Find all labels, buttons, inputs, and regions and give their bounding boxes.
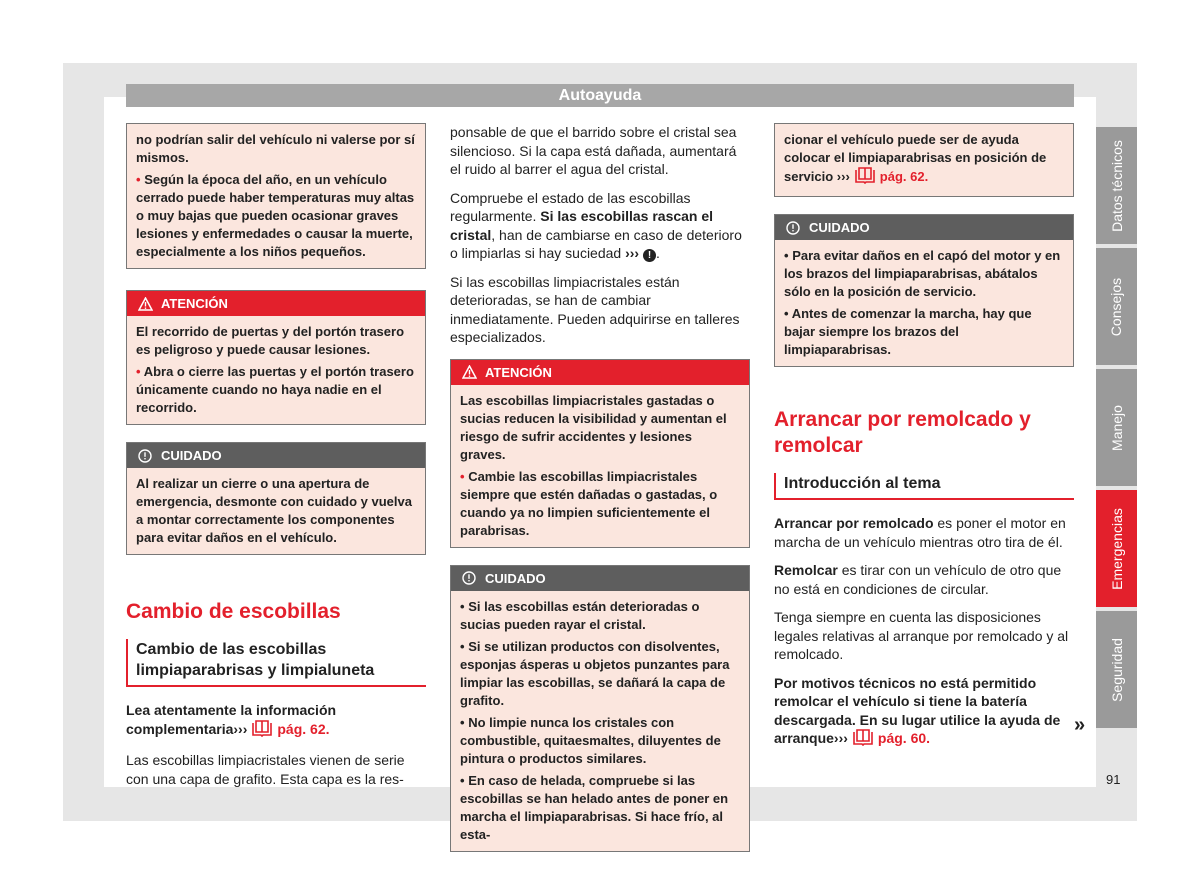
bullet-icon: • [136,172,141,187]
page-reference-link[interactable]: pág. 62. [879,169,929,184]
section-escobillas [126,599,426,788]
tab-manejo[interactable]: Manejo [1096,369,1137,486]
chevrons-icon: ››› [836,169,850,184]
column-2 [450,123,750,852]
page-number: 91 [1106,772,1121,787]
cuidado-bar [127,443,425,468]
section-title: Cambio de escobillas [126,600,341,623]
cuidado-bar [775,215,1073,240]
bullet-icon: • [136,364,141,379]
cuidado-box [774,214,1074,367]
atencion-label: ATENCIÓN [161,296,228,311]
section-remolcado [774,407,1074,751]
atencion-label: ATENCIÓN [485,364,552,380]
atencion-box [126,290,426,425]
paragraph: Las escobillas limpiacristales vienen de serie con una capa de grafito. Esta capa es la res- [126,752,405,787]
chevrons-icon: ››› [833,730,848,746]
box-text: • Cambie las escobillas limpiacristales siempre que estén dañadas o gastadas, o cuando ya no limpien suficientemente el parabrisas. [460,468,718,538]
warning-continuation-box [126,123,426,269]
cuidado-label: CUIDADO [809,220,870,235]
attention-circle-icon: ! [643,249,656,262]
cuidado-label: CUIDADO [485,570,546,586]
atencion-box [450,359,750,548]
box-text: • Si las escobillas están deterioradas o sucias pueden rayar el cristal. [460,598,700,632]
box-text: Las escobillas limpiacristales gastadas o sucias reducen la visibilidad y aumentan el riesgo de sufrir accidentes y lesiones graves. [460,392,727,462]
tab-emergencias[interactable]: Emergencias [1096,490,1137,607]
box-text: • Antes de comenzar la marcha, hay que bajar siempre los brazos del limpiaparabrisas. [784,306,1032,357]
subsection-title: Introducción al tema [774,473,1074,500]
box-text: • Si se utilizan productos con disolventes, esponjas ásperas u objetos punzantes para limpiar las escobillas, se dañará la capa de grafito. [460,638,730,708]
info-circle-icon [461,570,477,586]
tab-consejos[interactable]: Consejos [1096,248,1137,365]
lead-paragraph: Lea atentamente la información complementaria››› pág. 62. [126,701,426,741]
atencion-bar [451,360,749,385]
cuidado-continuation-box [774,123,1074,197]
page-header: Autoayuda [126,84,1074,107]
cuidado-bar [451,566,749,591]
chevrons-icon: ››› [233,720,248,737]
box-text: • Según la época del año, en un vehículo cerrado puede haber temperaturas muy altas o muy bajas que pueden ocasionar graves lesiones y enfermedades o causar la muerte, especialmente a los niños pequeños. [136,172,415,259]
continue-chevron-icon: » [1074,714,1086,736]
tab-datos-tecnicos[interactable]: Datos técnicos [1096,127,1137,244]
column-2-text [450,123,750,347]
box-text: no podrían salir del vehículo ni valerse por sí mismos. [136,132,415,165]
column-3 [774,123,1074,761]
box-text: • Abra o cierre las puertas y el portón trasero únicamente cuando no haya nadie en el recorrido. [136,364,414,415]
book-reference-icon[interactable] [852,729,874,751]
page-reference-link[interactable]: pág. 62. [277,720,330,737]
box-text: • Para evitar daños en el capó del motor y en los brazos del limpiaparabrisas, abátalos sólo en la posición de servicio. [784,248,1061,299]
page-reference-link[interactable]: pág. 60. [877,730,931,746]
paragraph: Por motivos técnicos no está permitido remolcar el vehículo si tiene la batería descargada. En su lugar utilice la ayuda de arranque››› pág. 60. [774,674,1074,751]
info-circle-icon [785,220,801,236]
tab-seguridad[interactable]: Seguridad [1096,611,1137,728]
cuidado-label: CUIDADO [161,448,222,463]
paragraph: ponsable de que el barrido sobre el cristal sea silencioso. Si la capa está dañada, aumentará el ruido al barrer el agua del cristal. [450,124,737,177]
paragraph: Compruebe el estado de las escobillas regularmente. Si las escobillas rascan el cristal, han de cambiarse en caso de deterioro o limpiarlas si hay suciedad ››› ! . [450,189,742,261]
paragraph: Arrancar por remolcado es poner el motor en marcha de un vehículo mientras otro tira de él. [774,515,1066,550]
subsection-title: Cambio de las escobillas limpiaparabrisas y limpialuneta [126,639,426,687]
info-circle-icon [137,448,153,464]
box-text: cionar el vehículo puede ser de ayuda colocar el limpiaparabrisas en posición de servicio ››› pág. 62. [784,131,1064,189]
paragraph: Remolcar es tirar con un vehículo de otro que no está en condiciones de circular. [774,562,1062,597]
bullet-icon: • [460,468,465,484]
section-title: Arrancar por remolcado y remolcar [774,408,1031,457]
warning-triangle-icon [461,364,477,380]
box-text: El recorrido de puertas y del portón trasero es peligroso y puede causar lesiones. [136,324,405,357]
cuidado-box [126,442,426,555]
cuidado-box [450,565,750,852]
column-1 [126,123,426,798]
book-reference-icon[interactable] [854,167,876,189]
box-text: • En caso de helada, compruebe si las escobillas se han helado antes de poner en marcha el limpiaparabrisas. Si hace frío, al esta- [460,772,729,842]
chevrons-icon: ››› [625,245,640,261]
box-text: • No limpie nunca los cristales con combustible, quitaesmaltes, diluyentes de pintura o productos similares. [460,714,721,766]
warning-triangle-icon [137,296,153,312]
paragraph: Si las escobillas limpiacristales están deterioradas, se han de cambiar inmediatamente. Pueden adquirirse en talleres especializados. [450,273,740,345]
box-text: Al realizar un cierre o una apertura de emergencia, desmonte con cuidado y vuelva a montar correctamente los componentes para evitar daños en el vehículo. [136,476,412,545]
paragraph: Tenga siempre en cuenta las disposiciones legales relativas al arranque por remolcado y al remolcado. [774,609,1069,662]
book-reference-icon[interactable] [251,720,273,742]
atencion-bar [127,291,425,316]
